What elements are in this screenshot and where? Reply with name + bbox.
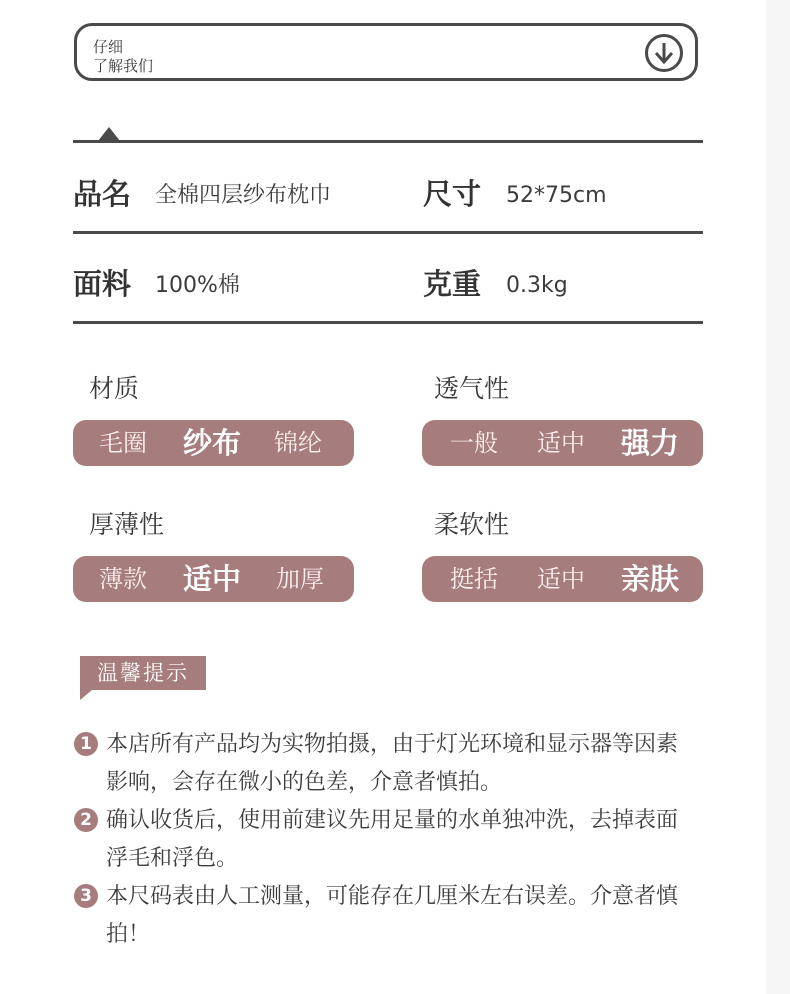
tip-number-badge: 3 bbox=[74, 884, 98, 908]
spec-label-weight: 克重 bbox=[423, 267, 482, 301]
tip-text-line: 拍！ bbox=[106, 922, 151, 947]
spec-row-1 bbox=[73, 174, 703, 234]
attr-option: 薄款 bbox=[99, 565, 147, 593]
pointer-triangle bbox=[98, 127, 120, 141]
learn-more-line2: 了解我们 bbox=[93, 57, 154, 75]
attr-title-material: 材质 bbox=[89, 374, 140, 403]
tip-item-1 bbox=[74, 726, 724, 802]
attr-bar-softness bbox=[422, 556, 703, 602]
tip-text-line: 浮毛和浮色。 bbox=[106, 846, 239, 871]
spec-value-size: 52*75cm bbox=[506, 183, 607, 208]
spec-row-divider bbox=[73, 231, 703, 234]
learn-more-banner[interactable] bbox=[74, 23, 698, 81]
spec-label-fabric: 面料 bbox=[73, 267, 132, 301]
circle-down-arrow-icon[interactable] bbox=[645, 34, 683, 72]
tip-number-badge: 1 bbox=[74, 732, 98, 756]
tip-text-line: 本店所有产品均为实物拍摄，由于灯光环境和显示器等因素 bbox=[106, 732, 679, 757]
learn-more-line1: 仔细 bbox=[93, 38, 124, 56]
attr-title-thickness: 厚薄性 bbox=[89, 510, 165, 539]
attr-option: 适中 bbox=[537, 565, 585, 593]
attr-option-selected: 适中 bbox=[183, 562, 242, 596]
learn-more-text bbox=[93, 38, 153, 76]
attr-option-selected: 亲肤 bbox=[621, 562, 680, 596]
tip-item-3 bbox=[74, 878, 724, 954]
attr-title-breathability: 透气性 bbox=[434, 374, 510, 403]
tips-title: 温馨提示 bbox=[80, 656, 206, 690]
attr-option: 挺括 bbox=[450, 565, 498, 593]
tip-item-2 bbox=[74, 802, 724, 878]
tips-title-fold bbox=[80, 690, 92, 700]
attr-option: 毛圈 bbox=[99, 429, 147, 457]
attr-bar-material bbox=[73, 420, 354, 466]
spec-row-2 bbox=[73, 264, 703, 324]
attr-option: 一般 bbox=[450, 429, 498, 457]
tip-number-badge: 2 bbox=[74, 808, 98, 832]
attr-bar-breathability bbox=[422, 420, 703, 466]
attr-option: 加厚 bbox=[276, 565, 324, 593]
spec-value-fabric: 100%棉 bbox=[155, 273, 240, 298]
attr-option-selected: 强力 bbox=[621, 426, 680, 460]
attr-title-softness: 柔软性 bbox=[434, 510, 510, 539]
attr-option-selected: 纱布 bbox=[183, 426, 242, 460]
spec-value-name: 全棉四层纱布枕巾 bbox=[155, 183, 332, 208]
right-edge-strip bbox=[766, 0, 790, 994]
spec-value-weight: 0.3kg bbox=[506, 273, 568, 298]
tip-text-line: 确认收货后，使用前建议先用足量的水单独冲洗，去掉表面 bbox=[106, 808, 679, 833]
tip-text-line: 本尺码表由人工测量，可能存在几厘米左右误差。介意者慎 bbox=[106, 884, 679, 909]
attr-option: 锦纶 bbox=[274, 429, 322, 457]
spec-label-name: 品名 bbox=[73, 177, 132, 211]
spec-label-size: 尺寸 bbox=[423, 177, 482, 211]
spec-row-divider bbox=[73, 321, 703, 324]
section-divider bbox=[73, 140, 703, 143]
attr-option: 适中 bbox=[537, 429, 585, 457]
tip-text-line: 影响，会存在微小的色差，介意者慎拍。 bbox=[106, 770, 503, 795]
attr-bar-thickness bbox=[73, 556, 354, 602]
